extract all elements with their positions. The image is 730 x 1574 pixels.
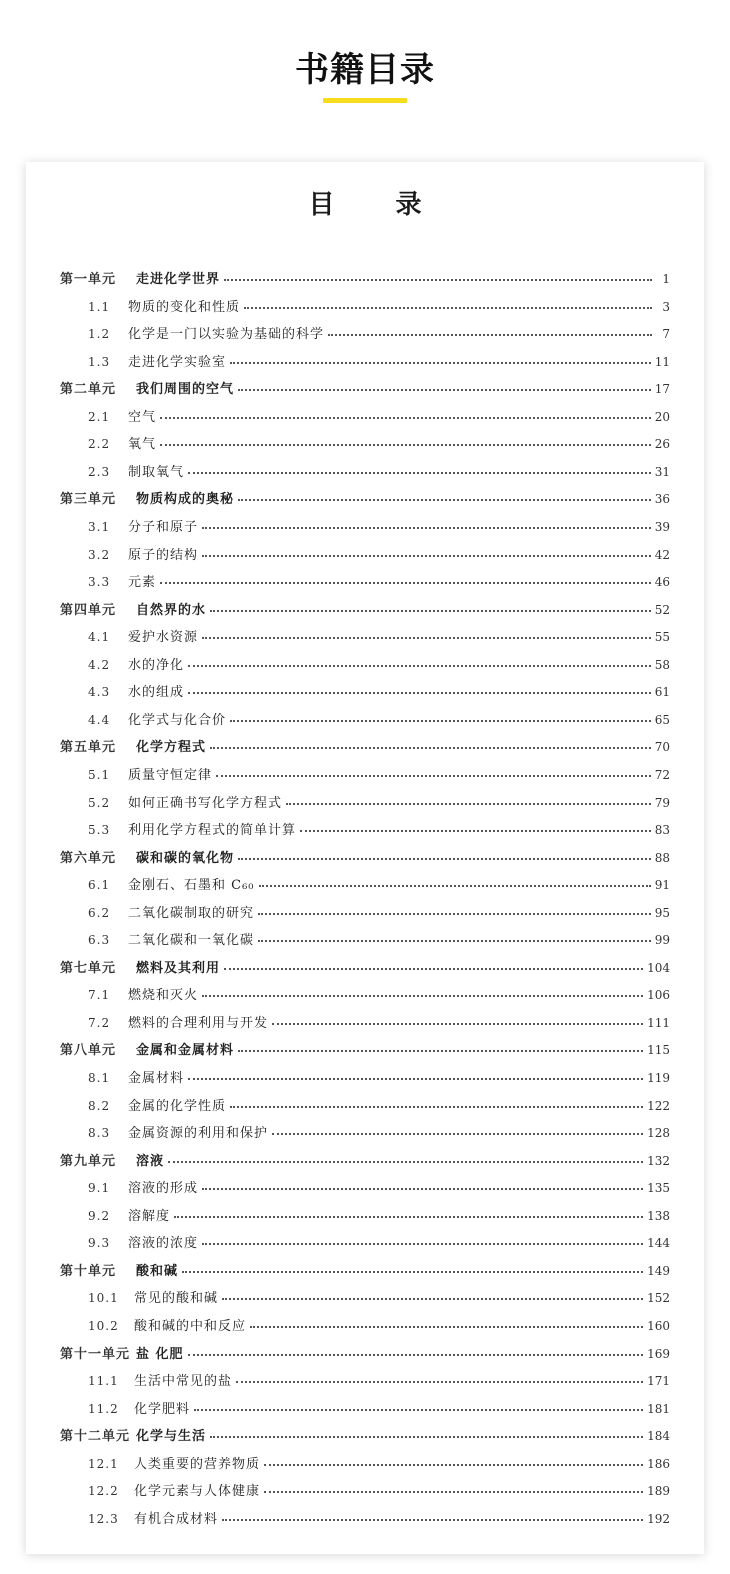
entry-number: 第八单元 xyxy=(60,1043,117,1059)
dot-leader xyxy=(264,1479,643,1493)
entry-title: 质量守恒定律 xyxy=(128,767,213,783)
entry-page-number: 149 xyxy=(647,1263,670,1278)
entry-page-number: 106 xyxy=(647,988,670,1003)
entry-title: 分子和原子 xyxy=(128,520,199,535)
toc-section-entry[interactable] xyxy=(88,461,670,483)
entry-page-number: 88 xyxy=(654,850,670,865)
toc-section-entry[interactable] xyxy=(88,709,670,731)
toc-section-entry[interactable] xyxy=(88,433,670,455)
entry-title: 溶液的浓度 xyxy=(128,1236,199,1252)
entry-page-number: 42 xyxy=(654,547,670,562)
entry-title: 溶液的形成 xyxy=(128,1181,199,1197)
entry-title: 如何正确书写化学方程式 xyxy=(128,795,283,811)
entry-page-number: 104 xyxy=(647,960,670,975)
entry-title: 化学式与化合价 xyxy=(128,712,227,728)
entry-number: 第四单元 xyxy=(60,602,117,618)
entry-number: 7.2 xyxy=(88,1015,111,1030)
toc-section-entry[interactable] xyxy=(88,323,670,345)
entry-number: 2.3 xyxy=(88,464,111,479)
entry-number: 6.2 xyxy=(88,905,111,920)
toc-section-entry[interactable] xyxy=(88,296,670,318)
dot-leader xyxy=(202,983,643,997)
entry-number: 2.1 xyxy=(88,409,111,424)
entry-title: 有机合成材料 xyxy=(134,1511,219,1527)
entry-page-number: 52 xyxy=(654,602,670,617)
dot-leader xyxy=(250,1314,643,1328)
toc-unit-entry[interactable] xyxy=(60,957,670,979)
toc-section-entry[interactable] xyxy=(88,1370,670,1392)
entry-page-number: 39 xyxy=(654,520,670,534)
entry-number: 第一单元 xyxy=(60,272,117,287)
toc-section-entry[interactable] xyxy=(88,984,670,1006)
dot-leader xyxy=(224,956,643,970)
entry-page-number: 144 xyxy=(647,1236,670,1251)
entry-number: 11.2 xyxy=(88,1401,119,1416)
entry-number: 12.3 xyxy=(88,1511,119,1526)
entry-page-number: 17 xyxy=(654,382,670,397)
toc-section-entry[interactable] xyxy=(88,1095,670,1117)
entry-page-number: 46 xyxy=(654,575,670,590)
entry-number: 3.3 xyxy=(88,575,111,590)
dot-leader xyxy=(188,680,651,694)
entry-page-number: 91 xyxy=(654,878,670,893)
dot-leader xyxy=(188,1066,643,1080)
toc-section-entry[interactable] xyxy=(88,681,670,703)
entry-number: 5.2 xyxy=(88,795,111,810)
dot-leader xyxy=(188,1342,644,1356)
entry-number: 8.1 xyxy=(88,1071,111,1085)
toc-section-entry[interactable] xyxy=(88,544,670,566)
entry-title: 氧气 xyxy=(128,437,157,453)
dot-leader xyxy=(188,460,651,474)
entry-number: 11.1 xyxy=(88,1374,119,1388)
entry-number: 3.2 xyxy=(88,547,111,562)
entry-page-number: 171 xyxy=(647,1374,670,1388)
toc-unit-entry[interactable] xyxy=(60,599,670,621)
toc-title: 目 录 xyxy=(308,190,448,220)
entry-page-number: 11 xyxy=(654,354,670,369)
entry-page-number: 61 xyxy=(654,685,670,700)
entry-page-number: 55 xyxy=(654,630,670,645)
dot-leader xyxy=(202,625,651,639)
dot-leader xyxy=(160,570,651,584)
entry-number: 8.2 xyxy=(88,1098,111,1113)
entry-page-number: 152 xyxy=(647,1291,670,1306)
entry-page-number: 119 xyxy=(647,1071,670,1085)
dot-leader xyxy=(230,708,651,722)
dot-leader xyxy=(194,1397,643,1411)
entry-title: 我们周围的空气 xyxy=(136,382,235,398)
entry-number: 第十单元 xyxy=(60,1263,117,1279)
entry-number: 5.1 xyxy=(88,767,111,782)
entry-title: 走进化学实验室 xyxy=(128,354,227,370)
dot-leader xyxy=(174,1204,643,1218)
entry-title: 利用化学方程式的简单计算 xyxy=(128,823,297,838)
entry-title: 二氧化碳制取的研究 xyxy=(128,905,255,921)
entry-number: 12.2 xyxy=(88,1484,119,1499)
toc-section-entry[interactable] xyxy=(88,1012,670,1034)
dot-leader xyxy=(210,1424,643,1438)
toc-unit-entry[interactable] xyxy=(60,268,670,290)
dot-leader xyxy=(188,653,651,667)
entry-title: 盐 化肥 xyxy=(136,1346,184,1362)
entry-page-number: 3 xyxy=(662,299,670,314)
dot-leader xyxy=(210,598,651,612)
toc-unit-entry[interactable] xyxy=(60,1260,670,1282)
dot-leader xyxy=(224,267,652,281)
dot-leader xyxy=(258,901,651,915)
entry-title: 金属的化学性质 xyxy=(128,1098,227,1114)
page-title: 书籍目录 xyxy=(295,50,435,90)
dot-leader xyxy=(238,377,651,391)
dot-leader xyxy=(202,515,651,529)
dot-leader xyxy=(286,791,651,805)
toc-section-entry[interactable] xyxy=(88,1315,670,1337)
entry-page-number: 83 xyxy=(654,823,670,837)
entry-number: 10.1 xyxy=(88,1291,119,1306)
entry-number: 12.1 xyxy=(88,1456,119,1471)
entry-number: 6.3 xyxy=(88,933,111,948)
entry-number: 第七单元 xyxy=(60,960,117,976)
entry-page-number: 189 xyxy=(647,1484,670,1499)
entry-title: 燃料及其利用 xyxy=(136,960,221,976)
dot-leader xyxy=(230,350,651,364)
toc-section-entry[interactable] xyxy=(88,1287,670,1309)
entry-number: 4.2 xyxy=(88,657,111,672)
entry-page-number: 169 xyxy=(647,1346,670,1361)
entry-page-number: 181 xyxy=(647,1401,670,1416)
dot-leader xyxy=(202,1231,643,1245)
entry-title: 走进化学世界 xyxy=(136,272,221,287)
entry-number: 5.3 xyxy=(88,823,111,837)
entry-title: 酸和碱 xyxy=(136,1263,179,1279)
entry-number: 1.2 xyxy=(88,327,111,342)
entry-number: 第五单元 xyxy=(60,740,117,756)
toc-unit-entry[interactable] xyxy=(60,847,670,869)
toc-section-entry[interactable] xyxy=(88,571,670,593)
entry-title: 人类重要的营养物质 xyxy=(134,1456,261,1472)
entry-number: 1.1 xyxy=(88,299,111,314)
entry-page-number: 58 xyxy=(654,657,670,672)
toc-unit-entry[interactable] xyxy=(60,1425,670,1447)
dot-leader xyxy=(264,1452,643,1466)
entry-number: 第十一单元 xyxy=(60,1346,131,1362)
entry-title: 燃料的合理利用与开发 xyxy=(128,1015,269,1031)
entry-page-number: 138 xyxy=(647,1208,670,1223)
entry-page-number: 184 xyxy=(647,1429,670,1444)
entry-page-number: 111 xyxy=(647,1015,670,1030)
entry-page-number: 26 xyxy=(654,437,670,452)
entry-page-number: 132 xyxy=(647,1153,670,1168)
toc-section-entry[interactable] xyxy=(88,819,670,841)
toc-section-entry[interactable] xyxy=(88,1453,670,1475)
entry-number: 1.3 xyxy=(88,354,111,369)
toc-section-entry[interactable] xyxy=(88,929,670,951)
dot-leader xyxy=(160,432,651,446)
toc-section-entry[interactable] xyxy=(88,1480,670,1502)
toc-unit-entry[interactable] xyxy=(60,378,670,400)
entry-page-number: 99 xyxy=(654,933,670,948)
entry-title: 金属材料 xyxy=(128,1071,185,1086)
dot-leader xyxy=(182,1259,643,1273)
entry-title: 空气 xyxy=(128,409,157,425)
entry-page-number: 20 xyxy=(654,409,670,424)
entry-title: 金属资源的利用和保护 xyxy=(128,1126,269,1142)
dot-leader xyxy=(210,735,651,749)
toc-section-entry[interactable] xyxy=(88,516,670,538)
entry-title: 酸和碱的中和反应 xyxy=(134,1318,247,1334)
dot-leader xyxy=(216,763,651,777)
page-header xyxy=(0,0,730,160)
entry-number: 第六单元 xyxy=(60,850,117,866)
entry-number: 7.1 xyxy=(88,988,111,1003)
entry-page-number: 1 xyxy=(662,272,670,286)
entry-title: 化学肥料 xyxy=(134,1401,191,1417)
entry-number: 10.2 xyxy=(88,1318,119,1333)
dot-leader xyxy=(300,818,651,832)
entry-title: 原子的结构 xyxy=(128,547,199,563)
toc-section-entry[interactable] xyxy=(88,654,670,676)
dot-leader xyxy=(230,1094,643,1108)
dot-leader xyxy=(238,1038,643,1052)
entry-page-number: 192 xyxy=(647,1511,670,1526)
toc-section-entry[interactable] xyxy=(88,1232,670,1254)
entry-title: 爱护水资源 xyxy=(128,630,199,646)
entry-title: 二氧化碳和一氧化碳 xyxy=(128,933,255,949)
entry-title: 碳和碳的氧化物 xyxy=(136,850,235,866)
toc-section-entry[interactable] xyxy=(88,792,670,814)
dot-leader xyxy=(160,405,651,419)
entry-number: 第九单元 xyxy=(60,1153,117,1169)
entry-page-number: 128 xyxy=(647,1126,670,1141)
toc-section-entry[interactable] xyxy=(88,874,670,896)
entry-number: 4.4 xyxy=(88,712,111,727)
entry-number: 6.1 xyxy=(88,878,111,893)
entry-title: 燃烧和灭火 xyxy=(128,988,199,1004)
entry-number: 9.2 xyxy=(88,1208,111,1223)
toc-unit-entry[interactable] xyxy=(60,488,670,510)
entry-page-number: 122 xyxy=(647,1098,670,1113)
toc-page xyxy=(26,162,704,1554)
toc-unit-entry[interactable] xyxy=(60,1343,670,1365)
toc-section-entry[interactable] xyxy=(88,1508,670,1530)
entry-page-number: 115 xyxy=(647,1043,670,1058)
toc-unit-entry[interactable] xyxy=(60,1150,670,1172)
dot-leader xyxy=(238,487,651,501)
entry-title: 元素 xyxy=(128,575,157,591)
entry-title: 制取氧气 xyxy=(128,464,185,480)
entry-title: 生活中常见的盐 xyxy=(134,1374,233,1389)
dot-leader xyxy=(272,1011,643,1025)
entry-number: 8.3 xyxy=(88,1126,111,1141)
dot-leader xyxy=(328,322,652,336)
title-underline xyxy=(323,98,407,103)
toc-unit-entry[interactable] xyxy=(60,736,670,758)
entry-number: 4.3 xyxy=(88,685,111,700)
entry-title: 金刚石、石墨和 C₆₀ xyxy=(128,878,255,894)
entry-number: 2.2 xyxy=(88,437,111,452)
entry-number: 4.1 xyxy=(88,630,111,645)
toc-section-entry[interactable] xyxy=(88,1398,670,1420)
dot-leader xyxy=(222,1286,643,1300)
entry-number: 第十二单元 xyxy=(60,1429,131,1445)
entry-title: 水的组成 xyxy=(128,685,185,701)
entry-title: 物质构成的奥秘 xyxy=(136,492,235,508)
entry-title: 水的净化 xyxy=(128,657,185,673)
entry-number: 9.3 xyxy=(88,1236,111,1251)
entry-page-number: 72 xyxy=(654,767,670,782)
toc-section-entry[interactable] xyxy=(88,1067,670,1089)
entry-page-number: 31 xyxy=(654,464,670,479)
entry-page-number: 36 xyxy=(654,492,670,507)
dot-leader xyxy=(244,295,652,309)
toc-section-entry[interactable] xyxy=(88,351,670,373)
entry-page-number: 7 xyxy=(662,327,670,342)
entry-title: 化学元素与人体健康 xyxy=(134,1484,261,1500)
dot-leader xyxy=(272,1121,643,1135)
dot-leader xyxy=(168,1149,643,1163)
entry-title: 溶液 xyxy=(136,1153,165,1169)
dot-leader xyxy=(222,1507,643,1521)
toc-section-entry[interactable] xyxy=(88,1177,670,1199)
entry-page-number: 65 xyxy=(654,712,670,727)
entry-title: 化学是一门以实验为基础的科学 xyxy=(128,327,325,343)
dot-leader xyxy=(236,1369,643,1383)
entry-page-number: 79 xyxy=(654,795,670,810)
entry-number: 第三单元 xyxy=(60,492,117,508)
dot-leader xyxy=(258,928,651,942)
entry-page-number: 135 xyxy=(647,1181,670,1196)
entry-title: 金属和金属材料 xyxy=(136,1043,235,1059)
dot-leader xyxy=(202,1176,643,1190)
entry-title: 化学方程式 xyxy=(136,740,207,756)
toc-section-entry[interactable] xyxy=(88,1205,670,1227)
toc-section-entry[interactable] xyxy=(88,902,670,924)
entry-page-number: 95 xyxy=(654,905,670,920)
toc-section-entry[interactable] xyxy=(88,406,670,428)
toc-section-entry[interactable] xyxy=(88,626,670,648)
entry-title: 化学与生活 xyxy=(136,1429,207,1445)
dot-leader xyxy=(202,543,651,557)
entry-number: 9.1 xyxy=(88,1181,111,1196)
toc-unit-entry[interactable] xyxy=(60,1039,670,1061)
entry-number: 3.1 xyxy=(88,520,111,534)
dot-leader xyxy=(259,873,651,887)
entry-page-number: 70 xyxy=(654,740,670,755)
entry-page-number: 186 xyxy=(647,1456,670,1471)
entry-page-number: 160 xyxy=(647,1318,670,1333)
entry-title: 物质的变化和性质 xyxy=(128,299,241,315)
toc-section-entry[interactable] xyxy=(88,764,670,786)
entry-title: 常见的酸和碱 xyxy=(134,1291,219,1307)
dot-leader xyxy=(238,846,651,860)
entry-title: 溶解度 xyxy=(128,1208,171,1224)
toc-section-entry[interactable] xyxy=(88,1122,670,1144)
entry-title: 自然界的水 xyxy=(136,602,207,618)
entry-number: 第二单元 xyxy=(60,382,117,398)
